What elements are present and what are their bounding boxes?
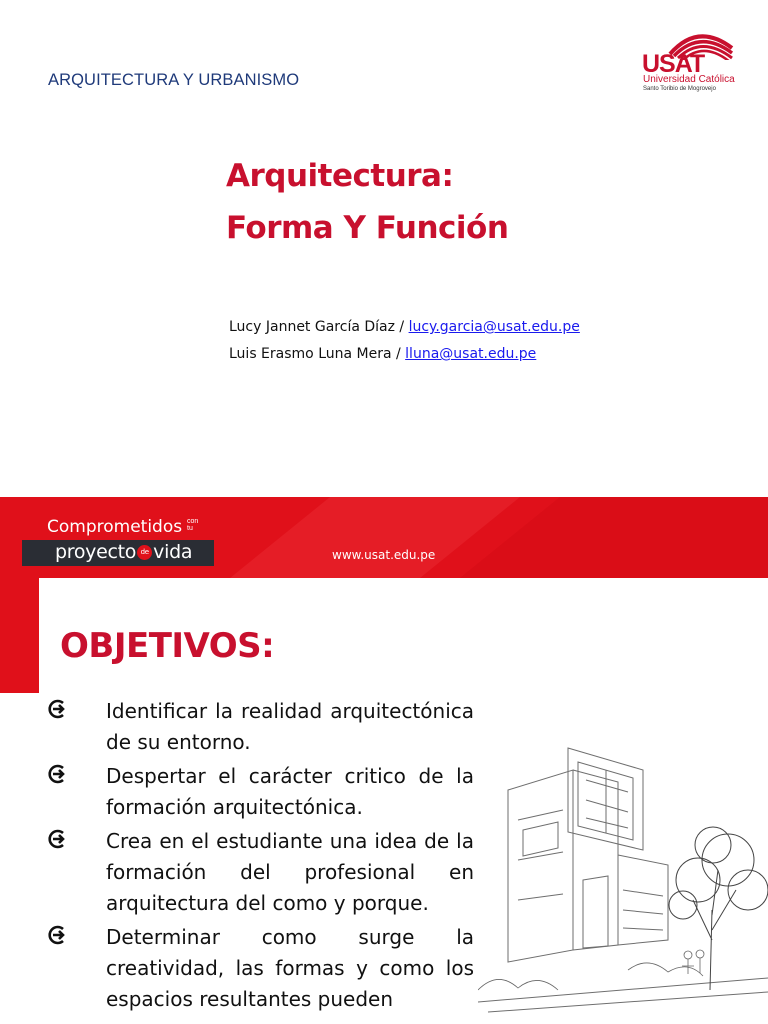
usat-logo: [640, 20, 740, 100]
arrow-circle-icon: [48, 829, 68, 849]
author-email-link[interactable]: lucy.garcia@usat.edu.pe: [408, 319, 580, 335]
authors-block: [229, 314, 580, 368]
objective-text: Determinar como surge la creatividad, las formas y como los espacios resultantes pueden: [106, 925, 474, 1011]
author-email-link[interactable]: lluna@usat.edu.pe: [405, 346, 537, 362]
presentation-title: [226, 150, 508, 254]
list-item: [48, 696, 474, 758]
slogan-tu: tu: [187, 525, 193, 532]
arrow-circle-icon: [48, 764, 68, 784]
author-name: Luis Erasmo Luna Mera /: [229, 346, 406, 362]
objectives-heading: OBJETIVOS:: [60, 626, 275, 666]
author-line: [229, 341, 580, 368]
arrow-circle-icon: [48, 925, 68, 945]
slogan-con: con: [187, 518, 199, 525]
list-item: [48, 826, 474, 919]
objective-text: Crea en el estudiante una idea de la formación del profesional en arquitectura del como y porque.: [106, 829, 474, 915]
slogan-line-1: Comprometidos: [47, 517, 183, 537]
accent-strip: [0, 578, 39, 693]
objective-text: Despertar el carácter critico de la formación arquitectónica.: [106, 764, 474, 819]
logo-wordmark: USAT: [642, 50, 705, 78]
author-line: [229, 314, 580, 341]
author-name: Lucy Jannet García Díaz /: [229, 319, 409, 335]
slogan-proyecto: proyecto: [55, 541, 137, 563]
objective-text: Identificar la realidad arquitectónica de su entorno.: [106, 699, 474, 754]
slogan-vida: vida: [153, 541, 193, 563]
objectives-list: [48, 696, 474, 1018]
list-item: [48, 761, 474, 823]
logo-university-name: Universidad Católica: [643, 74, 735, 85]
list-item: [48, 922, 474, 1015]
architecture-sketch: [478, 740, 768, 1024]
arrow-circle-icon: [48, 699, 68, 719]
logo-university-subname: Santo Toribio de Mogrovejo: [643, 86, 716, 92]
objectives-slide: [0, 578, 768, 1024]
slogan-de-badge: de: [137, 545, 152, 560]
slogan-small: [187, 518, 198, 532]
department-label: ARQUITECTURA Y URBANISMO: [48, 71, 300, 89]
title-line-1: Arquitectura:: [226, 158, 454, 194]
title-line-2: Forma Y Función: [226, 210, 509, 246]
website-link[interactable]: www.usat.edu.pe: [332, 548, 436, 562]
slogan-line-2: [55, 541, 192, 563]
